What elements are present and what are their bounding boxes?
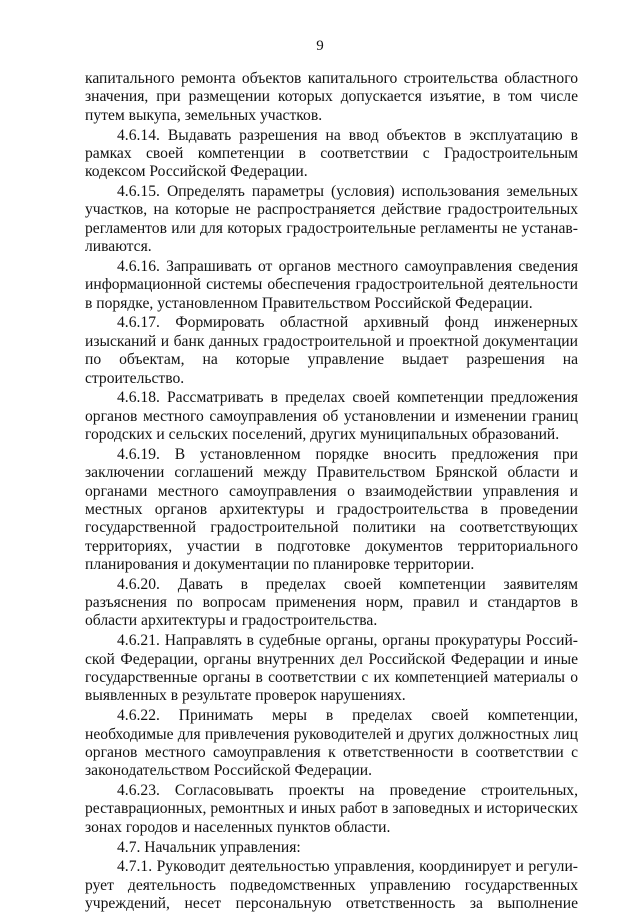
paragraph-4-6-14: 4.6.14. Выдавать разрешения на ввод объектов в эксплуатацию в рамках своей компетенции в соответствии с Градостроительным кодексом Российской Федерации.: [85, 126, 578, 181]
paragraph-4-6-18: 4.6.18. Рассматривать в пределах своей компетенции предложения органов местного самоуправления об установлении и изменении границ городских и сельских поселений, других муниципальных образований.: [85, 389, 578, 444]
paragraph-4-6-19: 4.6.19. В установленном порядке вносить предложения при заключении соглашений между Правительством Брянской области и органами местного самоуправления о взаимодействии управления и местных органов архитектуры и градостроительства в проведении государственной градостроительной политики на соответствующих территориях, участии в подготовке документов территориального планирования и документации по планировке территории.: [85, 445, 578, 573]
paragraph-4-6-21: 4.6.21. Направлять в судебные органы, органы прокуратуры Российской Федерации, органы внутренних дел Российской Федерации и иные государственные органы в соответствии с их компетенцией материалы о выявленных в результате проверок нарушениях.: [85, 632, 578, 705]
paragraph-4-6-20: 4.6.20. Давать в пределах своей компетенции заявителям разъяснения по вопросам применения норм, правил и стандартов в области архитектуры и градостроительства.: [85, 575, 578, 630]
paragraph-4-6-15: 4.6.15. Определять параметры (условия) использования земельных участков, на которые не распространяется действие градостроительных регламентов или для которых градостроительные регламенты не устанавливаются.: [85, 183, 578, 256]
paragraph-4-7-1: 4.7.1. Руководит деятельностью управления, координирует и регулирует деятельность подведомственных управлению государственных учреждений, несет персональную ответственность за выполнение: [85, 858, 578, 913]
paragraph-4-7: 4.7. Начальник управления:: [117, 838, 301, 856]
document-body: [85, 70, 578, 915]
paragraph-4-6-16: 4.6.16. Запрашивать от органов местного самоуправления сведения информационной системы обеспечения градостроительной деятельности в порядке, установленном Правительством Российской Федерации.: [85, 257, 578, 312]
paragraph-4-6-22: 4.6.22. Принимать меры в пределах своей компетенции, необходимые для привлечения руководителей и других должностных лиц органов местного самоуправления к ответственности в соответствии с законодательством Российской Федерации.: [85, 707, 578, 780]
paragraph-continuation: капитального ремонта объектов капитального строительства областного значения, при размещении которых допускается изъятие, в том числе путем выкупа, земельных участков.: [85, 70, 578, 124]
paragraph-4-6-23: 4.6.23. Согласовывать проекты на проведение строительных, реставрационных, ремонтных и иных работ в заповедных и исторических зонах городов и населенных пунктов области.: [85, 782, 578, 836]
paragraph-4-6-17: 4.6.17. Формировать областной архивный фонд инженерных изысканий и банк данных градостроительной и проектной документации по объектам, на которые управление выдает разрешения на строительство.: [85, 314, 578, 387]
page-number: 9: [316, 38, 324, 54]
